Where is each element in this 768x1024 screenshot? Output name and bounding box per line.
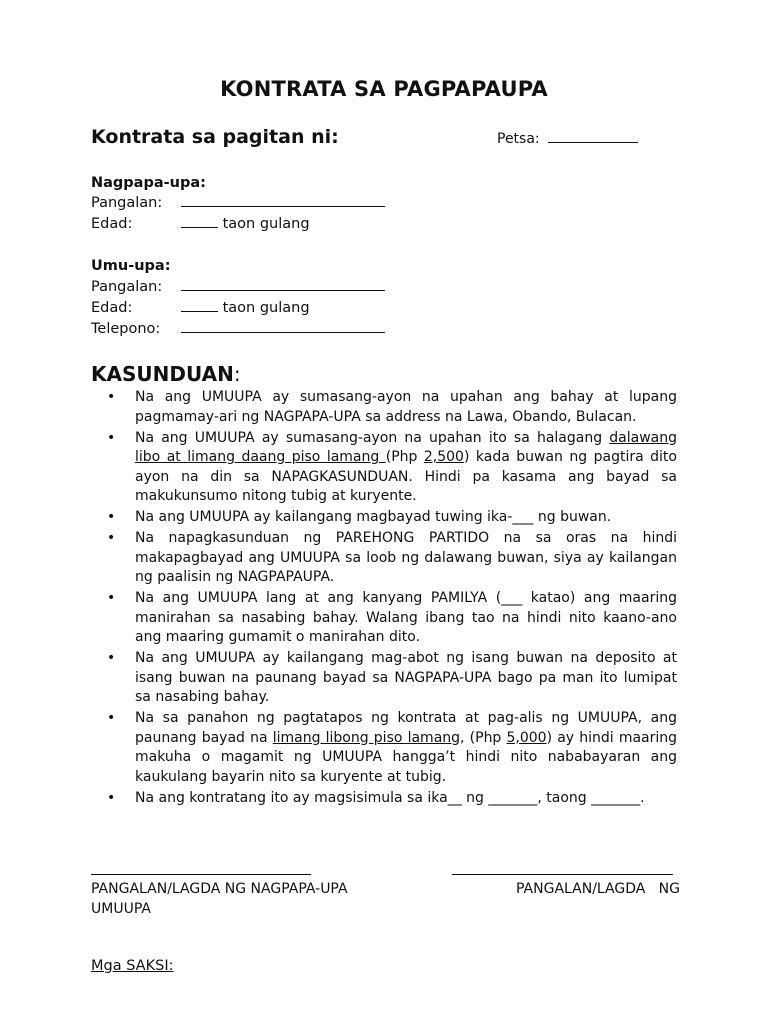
- lessor-signature-line[interactable]: [91, 873, 311, 875]
- lessee-age-suffix: taon gulang: [222, 300, 310, 316]
- agreement-heading-text: KASUNDUAN: [91, 362, 234, 386]
- clause-7: [135, 709, 677, 787]
- clause-7-text-a: Na sa panahon ng pagtatapos ng kontrata at pag-alis ng UMUUPA, ang paunang bayad na: [135, 710, 677, 746]
- lessor-age-label: Edad:: [91, 216, 133, 232]
- lessee-heading: Umu-upa:: [91, 258, 171, 274]
- lessor-age-blank[interactable]: [181, 226, 218, 228]
- clause-2-text-a: Na ang UMUUPA ay sumasang-ayon na upahan ito sa halagang: [135, 429, 610, 446]
- clause-2-amount-words: dalawang libo at limang daang piso lamang: [135, 429, 677, 465]
- lessee-signature-label-continued: UMUUPA: [91, 901, 151, 917]
- date-field: [497, 131, 638, 147]
- lessee-age-blank[interactable]: [181, 310, 218, 312]
- lessee-name-blank[interactable]: [181, 289, 385, 291]
- lessee-phone-label: Telepono:: [91, 321, 161, 337]
- clause-7-text-c: ) ay hindi maaring makuha o magamit ng UMUUPA hangga’t hindi nito nababayaran ang kaukulang bayarin nito sa kuryente at tubig.: [135, 729, 678, 785]
- clause-6: • Na ang UMUUPA ay kailangang mag-abot ng isang buwan na deposito at isang buwan na paunang bayad sa NAGPAPA-UPA bago pa man ito lumipat sa nasabing bahay.: [135, 649, 677, 708]
- clause-2-amount-number: 2,500: [423, 449, 464, 465]
- clause-2-text-b: (Php: [385, 449, 424, 465]
- clause-4: • Na napagkasunduan ng PAREHONG PARTIDO na sa oras na hindi makapagbayad ang UMUUPA sa loob ng dalawang buwan, siya ay kailangan ng paalisin ng NAGPAPAUPA.: [135, 529, 677, 588]
- lessee-age-label: Edad:: [91, 300, 133, 316]
- agreement-heading: [91, 362, 241, 386]
- lessor-heading: Nagpapa-upa:: [91, 175, 206, 191]
- clause-7-text-b: , (Php: [460, 729, 507, 746]
- clause-7-amount-number: 5,000: [506, 729, 547, 746]
- lessee-phone-blank[interactable]: [181, 331, 385, 333]
- clause-8: • Na ang kontratang ito ay magsisimula sa ika__ ng _______, taong _______.: [135, 789, 677, 809]
- lessor-age-row: [91, 216, 310, 232]
- clause-3: • Na ang UMUUPA ay kailangang magbayad tuwing ika-___ ng buwan.: [135, 508, 677, 528]
- clause-5: • Na ang UMUUPA lang at ang kanyang PAMILYA (___ katao) ang maaring manirahan sa nasabing bahay. Walang ibang tao na hindi nito kaano-ano ang maaring gumamit o manirahan dito.: [135, 589, 677, 648]
- lessee-signature-line[interactable]: [452, 873, 673, 875]
- date-blank[interactable]: [548, 141, 638, 143]
- document-title: KONTRATA SA PAGPAPAUPA: [220, 77, 548, 101]
- clause-1: • Na ang UMUUPA ay sumasang-ayon na upahan ang bahay at lupang pagmamay-ari ng NAGPAPA-UPA sa address na Lawa, Obando, Bulacan.: [135, 388, 677, 427]
- clause-2: [135, 429, 677, 507]
- lessee-name-label: Pangalan:: [91, 279, 163, 295]
- lessee-phone-row: [91, 321, 385, 337]
- lessee-age-row: [91, 300, 310, 316]
- clause-7-amount-words: limang libong piso lamang: [272, 729, 461, 746]
- lessor-name-blank[interactable]: [181, 205, 385, 207]
- lessor-signature-label: PANGALAN/LAGDA NG NAGPAPA-UPA: [91, 881, 348, 897]
- lessor-name-row: [91, 195, 385, 211]
- lessee-name-row: [91, 279, 385, 295]
- agreement-clauses: [91, 388, 677, 810]
- agreement-heading-colon: :: [233, 362, 241, 386]
- lessee-signature-label: PANGALAN/LAGDA NG: [516, 881, 680, 897]
- lessor-name-label: Pangalan:: [91, 195, 163, 211]
- clause-2-text-c: ) kada buwan ng pagtira dito ayon na din sa NAPAGKASUNDUAN. Hindi pa kasama ang bayad sa makukunsumo nitong tubig at kuryente.: [135, 449, 677, 504]
- witnesses-label: Mga SAKSI:: [91, 958, 174, 974]
- contract-between-heading: Kontrata sa pagitan ni:: [91, 126, 339, 148]
- date-label: Petsa:: [497, 131, 540, 147]
- lessor-age-suffix: taon gulang: [222, 216, 310, 232]
